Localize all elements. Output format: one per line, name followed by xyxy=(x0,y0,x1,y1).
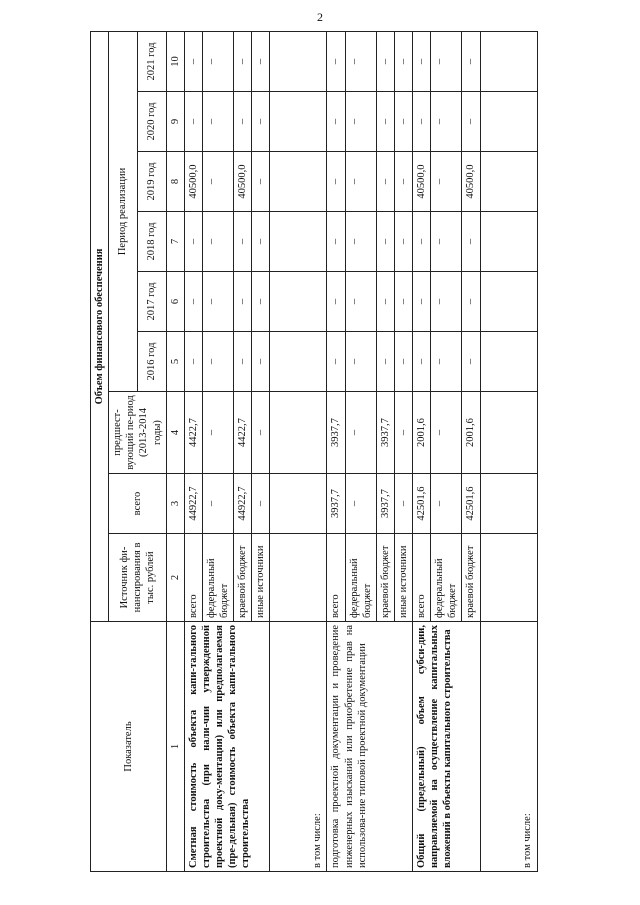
header-year: 2017 год xyxy=(137,272,166,332)
value-cell: – xyxy=(234,272,252,332)
value-cell: – xyxy=(413,212,431,272)
value-cell: 40500,0 xyxy=(184,152,202,212)
empty-cell xyxy=(270,392,327,474)
source-cell: краевой бюджет xyxy=(234,534,252,622)
value-cell: – xyxy=(376,31,394,91)
value-cell: – xyxy=(431,332,462,392)
empty-cell xyxy=(480,92,537,152)
value-cell: 44922,7 xyxy=(234,474,252,534)
value-cell: – xyxy=(252,392,270,474)
value-cell: – xyxy=(202,474,233,534)
indicator-cell: Общий (предельный) объем субси-дии, направляемой на осуществление капитальных вложений в объекты капитального строительства xyxy=(413,622,481,872)
value-cell: – xyxy=(413,272,431,332)
empty-cell xyxy=(270,332,327,392)
header-year: 2016 год xyxy=(137,332,166,392)
table-row xyxy=(184,31,202,871)
col-number: 1 xyxy=(166,622,184,872)
empty-cell xyxy=(270,152,327,212)
col-number: 9 xyxy=(166,92,184,152)
header-year: 2019 год xyxy=(137,152,166,212)
source-cell: всего xyxy=(327,534,345,622)
empty-cell xyxy=(480,534,537,622)
value-cell: – xyxy=(394,332,412,392)
value-cell: – xyxy=(431,31,462,91)
value-cell: – xyxy=(394,92,412,152)
col-number: 2 xyxy=(166,534,184,622)
empty-cell xyxy=(480,474,537,534)
source-cell: иные источники xyxy=(252,534,270,622)
value-cell: – xyxy=(345,92,376,152)
source-cell: федеральный бюджет xyxy=(345,534,376,622)
value-cell: – xyxy=(184,31,202,91)
value-cell: 2001,6 xyxy=(413,392,431,474)
value-cell: – xyxy=(202,272,233,332)
value-cell: – xyxy=(202,31,233,91)
table-row xyxy=(480,31,537,871)
value-cell: 40500,0 xyxy=(413,152,431,212)
value-cell: 3937,7 xyxy=(376,392,394,474)
value-cell: 3937,7 xyxy=(327,392,345,474)
value-cell: – xyxy=(184,272,202,332)
indicator-cell: Сметная стоимость объекта капи-тального строительства (при нали-чии утвержденной проектной доку-ментации) или предполагаемая (пре-дельная) стоимость объекта капи-тального строительства xyxy=(184,622,270,872)
header-funding-volume: Объем финансового обеспечения xyxy=(91,31,109,621)
header-year: 2020 год xyxy=(137,92,166,152)
value-cell: – xyxy=(202,212,233,272)
empty-cell xyxy=(270,92,327,152)
value-cell: – xyxy=(413,31,431,91)
table-body xyxy=(184,31,537,871)
empty-cell xyxy=(480,332,537,392)
indicator-cell: в том числе: xyxy=(270,622,327,872)
value-cell: – xyxy=(202,332,233,392)
indicator-cell: в том числе: xyxy=(480,622,537,872)
header-total: всего xyxy=(109,474,167,534)
value-cell: – xyxy=(184,92,202,152)
value-cell: 2001,6 xyxy=(462,392,480,474)
value-cell: – xyxy=(202,392,233,474)
value-cell: 3937,7 xyxy=(376,474,394,534)
value-cell: – xyxy=(394,392,412,474)
value-cell: – xyxy=(345,152,376,212)
value-cell: – xyxy=(394,474,412,534)
col-number: 4 xyxy=(166,392,184,474)
empty-cell xyxy=(270,474,327,534)
source-cell: иные источники xyxy=(394,534,412,622)
table-row xyxy=(327,31,345,871)
value-cell: – xyxy=(431,474,462,534)
empty-cell xyxy=(480,272,537,332)
value-cell: – xyxy=(184,212,202,272)
source-cell: федеральный бюджет xyxy=(202,534,233,622)
value-cell: – xyxy=(413,92,431,152)
value-cell: – xyxy=(327,31,345,91)
value-cell: – xyxy=(394,212,412,272)
value-cell: – xyxy=(376,212,394,272)
empty-cell xyxy=(480,212,537,272)
source-cell: краевой бюджет xyxy=(462,534,480,622)
table-row xyxy=(270,31,327,871)
value-cell: – xyxy=(234,332,252,392)
value-cell: – xyxy=(252,332,270,392)
value-cell: – xyxy=(252,212,270,272)
value-cell: – xyxy=(462,92,480,152)
value-cell: – xyxy=(184,332,202,392)
empty-cell xyxy=(480,392,537,474)
value-cell: – xyxy=(431,272,462,332)
empty-cell xyxy=(270,534,327,622)
value-cell: 40500,0 xyxy=(234,152,252,212)
value-cell: – xyxy=(345,212,376,272)
value-cell: – xyxy=(345,31,376,91)
col-number: 7 xyxy=(166,212,184,272)
value-cell: – xyxy=(345,272,376,332)
value-cell: – xyxy=(327,92,345,152)
empty-cell xyxy=(480,31,537,91)
value-cell: 42501,6 xyxy=(413,474,431,534)
value-cell: 40500,0 xyxy=(462,152,480,212)
value-cell: – xyxy=(345,474,376,534)
value-cell: – xyxy=(234,212,252,272)
value-cell: – xyxy=(462,272,480,332)
value-cell: – xyxy=(394,272,412,332)
value-cell: – xyxy=(327,332,345,392)
col-number: 10 xyxy=(166,31,184,91)
source-cell: федеральный бюджет xyxy=(431,534,462,622)
value-cell: – xyxy=(345,332,376,392)
value-cell: 42501,6 xyxy=(462,474,480,534)
empty-cell xyxy=(480,152,537,212)
value-cell: – xyxy=(252,152,270,212)
header-period: Период реализации xyxy=(109,31,138,391)
value-cell: – xyxy=(431,212,462,272)
header-year: 2018 год xyxy=(137,212,166,272)
value-cell: – xyxy=(394,152,412,212)
value-cell: – xyxy=(345,392,376,474)
value-cell: – xyxy=(252,474,270,534)
funding-table xyxy=(90,31,538,872)
source-cell: всего xyxy=(184,534,202,622)
value-cell: – xyxy=(394,31,412,91)
funding-table-rotated xyxy=(90,32,630,872)
value-cell: – xyxy=(431,392,462,474)
empty-cell xyxy=(270,272,327,332)
col-number: 8 xyxy=(166,152,184,212)
empty-cell xyxy=(270,31,327,91)
source-cell: краевой бюджет xyxy=(376,534,394,622)
value-cell: – xyxy=(376,272,394,332)
value-cell: – xyxy=(202,152,233,212)
value-cell: 44922,7 xyxy=(184,474,202,534)
value-cell: – xyxy=(202,92,233,152)
value-cell: – xyxy=(252,31,270,91)
value-cell: – xyxy=(413,332,431,392)
value-cell: – xyxy=(327,212,345,272)
header-indicator: Показатель xyxy=(91,622,167,872)
col-number: 3 xyxy=(166,474,184,534)
value-cell: – xyxy=(252,92,270,152)
indicator-cell: подготовка проектной документации и проведение инженерных изысканий или приобретение прав на использова-ние типовой проектной документации xyxy=(327,622,413,872)
empty-cell xyxy=(270,212,327,272)
value-cell: 4422,7 xyxy=(184,392,202,474)
header-source: Источник фи-нансирования в тыс. рублей xyxy=(109,534,167,622)
value-cell: – xyxy=(376,152,394,212)
value-cell: – xyxy=(462,332,480,392)
source-cell: всего xyxy=(413,534,431,622)
value-cell: – xyxy=(376,92,394,152)
value-cell: – xyxy=(431,152,462,212)
value-cell: 4422,7 xyxy=(234,392,252,474)
col-number: 5 xyxy=(166,332,184,392)
value-cell: – xyxy=(327,272,345,332)
value-cell: – xyxy=(234,92,252,152)
value-cell: – xyxy=(462,31,480,91)
value-cell: 3937,7 xyxy=(327,474,345,534)
value-cell: – xyxy=(462,212,480,272)
value-cell: – xyxy=(252,272,270,332)
value-cell: – xyxy=(234,31,252,91)
header-prior-period: предшест-вующий пе-риод (2013-2014 годы) xyxy=(109,392,167,474)
value-cell: – xyxy=(431,92,462,152)
table-row xyxy=(413,31,431,871)
value-cell: – xyxy=(327,152,345,212)
page-number: 2 xyxy=(317,10,323,24)
col-number: 6 xyxy=(166,272,184,332)
value-cell: – xyxy=(376,332,394,392)
header-year: 2021 год xyxy=(137,31,166,91)
